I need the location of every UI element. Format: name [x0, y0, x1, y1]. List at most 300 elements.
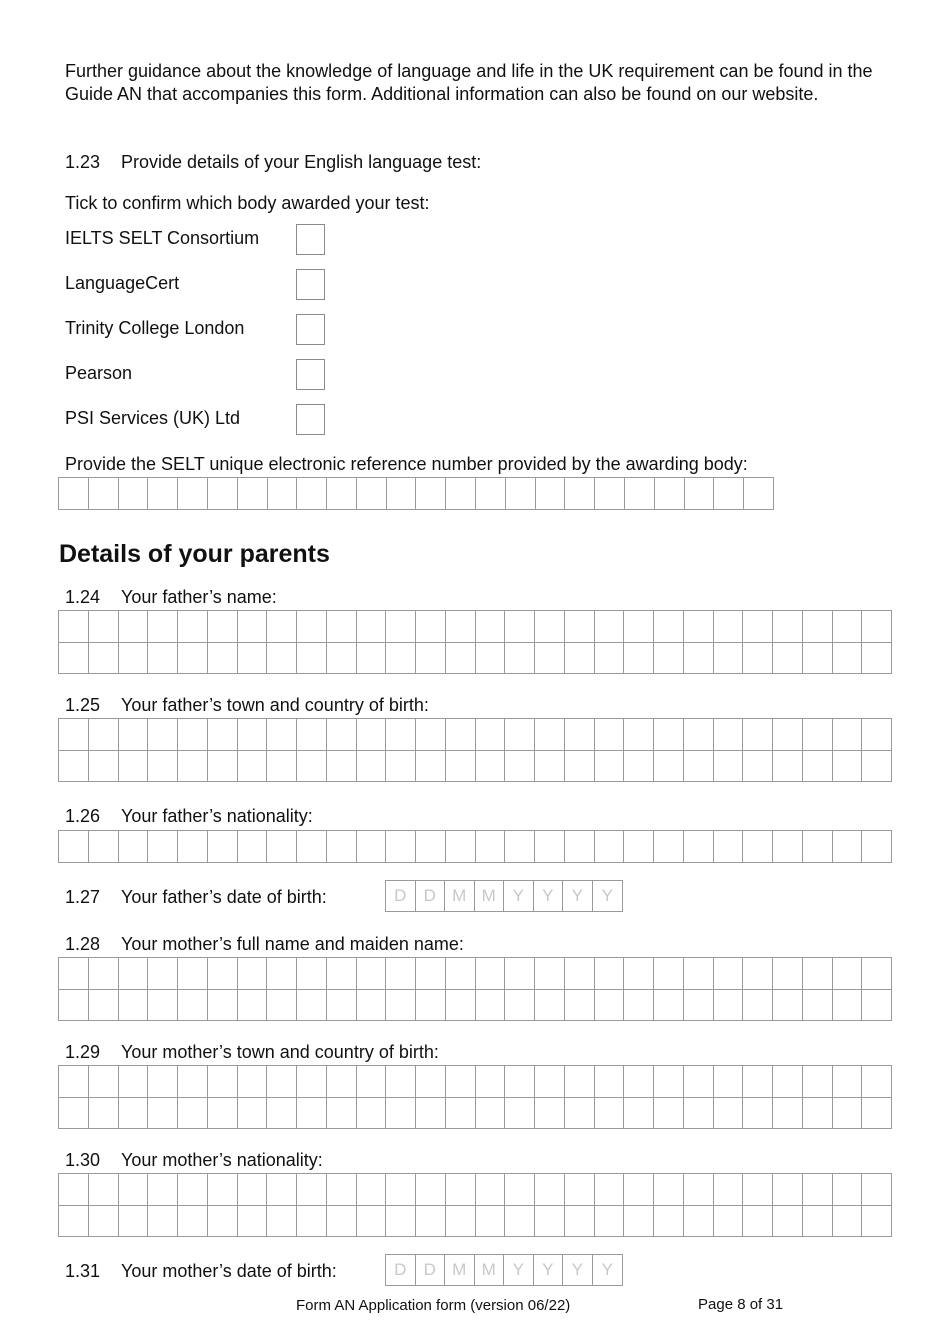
char-box[interactable]	[714, 1098, 744, 1130]
char-box[interactable]	[714, 831, 744, 863]
date-digit-box[interactable]: D	[386, 1255, 416, 1285]
char-box[interactable]	[446, 958, 476, 990]
char-box[interactable]	[833, 1174, 863, 1206]
char-box[interactable]	[148, 611, 178, 643]
char-box[interactable]	[208, 1066, 238, 1098]
char-box[interactable]	[386, 990, 416, 1022]
char-box[interactable]	[714, 1206, 744, 1238]
char-box[interactable]	[773, 1174, 803, 1206]
char-box[interactable]	[595, 1098, 625, 1130]
date-digit-box[interactable]: M	[445, 881, 475, 911]
char-box[interactable]	[178, 831, 208, 863]
char-box[interactable]	[446, 1174, 476, 1206]
char-box[interactable]	[178, 990, 208, 1022]
char-box[interactable]	[208, 1206, 238, 1238]
char-box[interactable]	[476, 1174, 506, 1206]
checkbox-psi[interactable]	[296, 404, 325, 435]
char-box[interactable]	[238, 1174, 268, 1206]
char-box[interactable]	[178, 1098, 208, 1130]
char-box[interactable]	[654, 751, 684, 783]
char-box[interactable]	[684, 958, 714, 990]
char-box[interactable]	[833, 990, 863, 1022]
char-box[interactable]	[476, 643, 506, 675]
char-box[interactable]	[119, 1066, 149, 1098]
char-box[interactable]	[535, 831, 565, 863]
char-box[interactable]	[505, 990, 535, 1022]
char-box[interactable]	[833, 751, 863, 783]
mother-dob-input[interactable]	[385, 1254, 623, 1286]
char-box[interactable]	[624, 1174, 654, 1206]
char-box[interactable]	[297, 958, 327, 990]
char-box[interactable]	[357, 643, 387, 675]
char-box[interactable]	[743, 611, 773, 643]
char-box[interactable]	[565, 958, 595, 990]
date-digit-box[interactable]: Y	[563, 1255, 593, 1285]
char-box[interactable]	[476, 1206, 506, 1238]
char-box[interactable]	[505, 1206, 535, 1238]
char-box[interactable]	[297, 719, 327, 751]
char-box[interactable]	[624, 1098, 654, 1130]
char-box[interactable]	[833, 958, 863, 990]
char-box[interactable]	[625, 478, 655, 510]
char-box[interactable]	[357, 831, 387, 863]
char-box[interactable]	[297, 751, 327, 783]
char-box[interactable]	[178, 1066, 208, 1098]
char-box[interactable]	[595, 1206, 625, 1238]
char-box[interactable]	[862, 990, 892, 1022]
char-box[interactable]	[238, 831, 268, 863]
char-box[interactable]	[208, 958, 238, 990]
char-box[interactable]	[446, 1206, 476, 1238]
char-box[interactable]	[416, 1066, 446, 1098]
char-box[interactable]	[565, 1206, 595, 1238]
char-box[interactable]	[327, 611, 357, 643]
char-box[interactable]	[416, 990, 446, 1022]
char-box[interactable]	[386, 751, 416, 783]
date-digit-box[interactable]: Y	[601, 886, 613, 905]
char-box[interactable]	[297, 478, 327, 510]
char-box[interactable]	[565, 1174, 595, 1206]
char-box[interactable]	[505, 831, 535, 863]
char-box[interactable]	[297, 990, 327, 1022]
char-box[interactable]	[685, 478, 715, 510]
mother-nationality-input[interactable]	[58, 1173, 892, 1237]
char-box[interactable]	[416, 1098, 446, 1130]
char-box[interactable]	[178, 611, 208, 643]
char-box[interactable]	[327, 643, 357, 675]
char-box[interactable]	[416, 1174, 446, 1206]
char-box[interactable]	[238, 719, 268, 751]
char-box[interactable]	[595, 751, 625, 783]
char-box[interactable]	[59, 643, 89, 675]
char-box[interactable]	[803, 611, 833, 643]
char-box[interactable]	[148, 1174, 178, 1206]
char-box[interactable]	[743, 1206, 773, 1238]
char-box[interactable]	[833, 643, 863, 675]
date-digit-box[interactable]: M	[445, 1255, 475, 1285]
char-box[interactable]	[357, 958, 387, 990]
char-box[interactable]	[416, 751, 446, 783]
char-box[interactable]	[743, 990, 773, 1022]
char-box[interactable]	[535, 990, 565, 1022]
char-box[interactable]	[654, 958, 684, 990]
char-box[interactable]	[595, 611, 625, 643]
char-box[interactable]	[267, 1174, 297, 1206]
char-box[interactable]	[773, 958, 803, 990]
char-box[interactable]	[89, 990, 119, 1022]
char-box[interactable]	[119, 478, 149, 510]
char-box[interactable]	[297, 1174, 327, 1206]
char-box[interactable]	[655, 478, 685, 510]
char-box[interactable]	[714, 958, 744, 990]
char-box[interactable]	[624, 611, 654, 643]
char-box[interactable]	[535, 751, 565, 783]
char-box[interactable]	[565, 611, 595, 643]
char-box[interactable]	[238, 990, 268, 1022]
char-box[interactable]	[119, 1206, 149, 1238]
char-box[interactable]	[654, 1098, 684, 1130]
char-box[interactable]	[803, 1206, 833, 1238]
char-box[interactable]	[595, 831, 625, 863]
char-box[interactable]	[267, 643, 297, 675]
date-digit-box[interactable]: Y	[504, 1255, 534, 1285]
char-box[interactable]	[238, 1098, 268, 1130]
char-box[interactable]	[416, 831, 446, 863]
char-box[interactable]	[535, 611, 565, 643]
char-box[interactable]	[862, 958, 892, 990]
char-box[interactable]	[267, 831, 297, 863]
char-box[interactable]	[357, 719, 387, 751]
char-box[interactable]	[327, 1174, 357, 1206]
char-box[interactable]	[386, 831, 416, 863]
char-box[interactable]	[565, 1098, 595, 1130]
date-digit-box[interactable]: Y	[534, 1255, 564, 1285]
char-box[interactable]	[536, 478, 566, 510]
char-box[interactable]	[803, 643, 833, 675]
char-box[interactable]	[297, 1098, 327, 1130]
date-digit-box[interactable]: D	[386, 881, 416, 911]
char-box[interactable]	[773, 1066, 803, 1098]
char-box[interactable]	[535, 719, 565, 751]
char-box[interactable]	[119, 990, 149, 1022]
char-box[interactable]	[327, 1098, 357, 1130]
char-box[interactable]	[535, 643, 565, 675]
char-box[interactable]	[89, 1206, 119, 1238]
father-dob-input[interactable]	[385, 880, 623, 912]
char-box[interactable]	[148, 643, 178, 675]
date-digit-box[interactable]: Y	[601, 1260, 613, 1279]
char-box[interactable]	[119, 611, 149, 643]
char-box[interactable]	[714, 643, 744, 675]
char-box[interactable]	[148, 719, 178, 751]
char-box[interactable]	[357, 611, 387, 643]
char-box[interactable]	[267, 611, 297, 643]
char-box[interactable]	[595, 958, 625, 990]
char-box[interactable]	[89, 611, 119, 643]
char-box[interactable]	[148, 751, 178, 783]
char-box[interactable]	[773, 990, 803, 1022]
char-box[interactable]	[386, 1206, 416, 1238]
char-box[interactable]	[505, 751, 535, 783]
father-nationality-input[interactable]	[58, 830, 892, 863]
char-box[interactable]	[178, 751, 208, 783]
char-box[interactable]	[773, 751, 803, 783]
char-box[interactable]	[148, 831, 178, 863]
checkbox-ielts[interactable]	[296, 224, 325, 255]
date-digit-box[interactable]: D	[416, 881, 446, 911]
char-box[interactable]	[476, 1066, 506, 1098]
char-box[interactable]	[743, 643, 773, 675]
char-box[interactable]	[446, 719, 476, 751]
char-box[interactable]	[714, 1066, 744, 1098]
char-box[interactable]	[743, 831, 773, 863]
char-box[interactable]	[595, 719, 625, 751]
char-box[interactable]	[327, 719, 357, 751]
char-box[interactable]	[833, 719, 863, 751]
char-box[interactable]	[119, 958, 149, 990]
char-box[interactable]	[386, 643, 416, 675]
date-digit-box[interactable]: Y	[534, 881, 564, 911]
char-box[interactable]	[624, 1066, 654, 1098]
char-box[interactable]	[208, 831, 238, 863]
char-box[interactable]	[714, 478, 744, 510]
char-box[interactable]	[446, 1066, 476, 1098]
char-box[interactable]	[327, 751, 357, 783]
char-box[interactable]	[59, 831, 89, 863]
char-box[interactable]	[59, 990, 89, 1022]
char-box[interactable]	[178, 478, 208, 510]
char-box[interactable]	[476, 478, 506, 510]
char-box[interactable]	[59, 1066, 89, 1098]
char-box[interactable]	[178, 958, 208, 990]
char-box[interactable]	[416, 478, 446, 510]
char-box[interactable]	[624, 719, 654, 751]
char-box[interactable]	[208, 1174, 238, 1206]
char-box[interactable]	[654, 831, 684, 863]
char-box[interactable]	[743, 1174, 773, 1206]
char-box[interactable]	[297, 1066, 327, 1098]
char-box[interactable]	[595, 1066, 625, 1098]
char-box[interactable]	[535, 1066, 565, 1098]
char-box[interactable]	[535, 1174, 565, 1206]
char-box[interactable]	[387, 478, 417, 510]
char-box[interactable]	[565, 831, 595, 863]
char-box[interactable]	[386, 1066, 416, 1098]
char-box[interactable]	[208, 751, 238, 783]
char-box[interactable]	[446, 990, 476, 1022]
char-box[interactable]	[446, 643, 476, 675]
char-box[interactable]	[416, 611, 446, 643]
char-box[interactable]	[476, 831, 506, 863]
char-box[interactable]	[684, 751, 714, 783]
char-box[interactable]	[119, 643, 149, 675]
char-box[interactable]	[327, 831, 357, 863]
char-box[interactable]	[357, 1098, 387, 1130]
char-box[interactable]	[357, 751, 387, 783]
char-box[interactable]	[624, 958, 654, 990]
char-box[interactable]	[327, 478, 357, 510]
char-box[interactable]	[267, 719, 297, 751]
char-box[interactable]	[119, 1098, 149, 1130]
char-box[interactable]	[89, 751, 119, 783]
char-box[interactable]	[773, 643, 803, 675]
char-box[interactable]	[89, 1098, 119, 1130]
char-box[interactable]	[624, 751, 654, 783]
char-box[interactable]	[476, 1098, 506, 1130]
char-box[interactable]	[238, 643, 268, 675]
char-box[interactable]	[446, 478, 476, 510]
char-box[interactable]	[119, 719, 149, 751]
char-box[interactable]	[238, 611, 268, 643]
char-box[interactable]	[595, 990, 625, 1022]
char-box[interactable]	[624, 1206, 654, 1238]
char-box[interactable]	[386, 958, 416, 990]
char-box[interactable]	[684, 1066, 714, 1098]
char-box[interactable]	[148, 990, 178, 1022]
char-box[interactable]	[267, 1066, 297, 1098]
char-box[interactable]	[505, 1066, 535, 1098]
char-box[interactable]	[773, 719, 803, 751]
char-box[interactable]	[297, 611, 327, 643]
char-box[interactable]	[238, 751, 268, 783]
char-box[interactable]	[773, 1206, 803, 1238]
mother-name-input[interactable]	[58, 957, 892, 1021]
char-box[interactable]	[624, 831, 654, 863]
char-box[interactable]	[684, 719, 714, 751]
char-box[interactable]	[862, 1066, 892, 1098]
char-box[interactable]	[773, 1098, 803, 1130]
char-box[interactable]	[59, 1098, 89, 1130]
char-box[interactable]	[416, 643, 446, 675]
char-box[interactable]	[684, 990, 714, 1022]
char-box[interactable]	[386, 1174, 416, 1206]
char-box[interactable]	[595, 643, 625, 675]
char-box[interactable]	[505, 719, 535, 751]
char-box[interactable]	[476, 990, 506, 1022]
char-box[interactable]	[148, 1066, 178, 1098]
char-box[interactable]	[505, 958, 535, 990]
char-box[interactable]	[59, 478, 89, 510]
char-box[interactable]	[59, 958, 89, 990]
char-box[interactable]	[327, 990, 357, 1022]
char-box[interactable]	[208, 990, 238, 1022]
checkbox-trinity[interactable]	[296, 314, 325, 345]
char-box[interactable]	[89, 643, 119, 675]
char-box[interactable]	[803, 958, 833, 990]
date-digit-box[interactable]: M	[475, 1255, 505, 1285]
mother-birthplace-input[interactable]	[58, 1065, 892, 1129]
char-box[interactable]	[743, 719, 773, 751]
checkbox-pearson[interactable]	[296, 359, 325, 390]
char-box[interactable]	[862, 643, 892, 675]
char-box[interactable]	[654, 1206, 684, 1238]
char-box[interactable]	[208, 643, 238, 675]
char-box[interactable]	[505, 643, 535, 675]
char-box[interactable]	[506, 478, 536, 510]
char-box[interactable]	[208, 1098, 238, 1130]
char-box[interactable]	[148, 958, 178, 990]
char-box[interactable]	[357, 478, 387, 510]
char-box[interactable]	[833, 1206, 863, 1238]
char-box[interactable]	[803, 1066, 833, 1098]
char-box[interactable]	[327, 1206, 357, 1238]
char-box[interactable]	[862, 1098, 892, 1130]
char-box[interactable]	[208, 611, 238, 643]
char-box[interactable]	[238, 1206, 268, 1238]
char-box[interactable]	[89, 1174, 119, 1206]
char-box[interactable]	[803, 1098, 833, 1130]
char-box[interactable]	[565, 719, 595, 751]
char-box[interactable]	[476, 751, 506, 783]
char-box[interactable]	[773, 611, 803, 643]
char-box[interactable]	[654, 990, 684, 1022]
char-box[interactable]	[565, 751, 595, 783]
char-box[interactable]	[684, 1206, 714, 1238]
char-box[interactable]	[862, 611, 892, 643]
char-box[interactable]	[535, 1098, 565, 1130]
char-box[interactable]	[416, 1206, 446, 1238]
char-box[interactable]	[267, 751, 297, 783]
char-box[interactable]	[535, 1206, 565, 1238]
char-box[interactable]	[803, 751, 833, 783]
char-box[interactable]	[178, 643, 208, 675]
char-box[interactable]	[297, 1206, 327, 1238]
char-box[interactable]	[803, 831, 833, 863]
char-box[interactable]	[505, 611, 535, 643]
char-box[interactable]	[565, 990, 595, 1022]
char-box[interactable]	[803, 719, 833, 751]
selt-reference-input[interactable]	[58, 477, 774, 510]
char-box[interactable]	[476, 719, 506, 751]
char-box[interactable]	[684, 611, 714, 643]
char-box[interactable]	[624, 643, 654, 675]
char-box[interactable]	[59, 751, 89, 783]
char-box[interactable]	[357, 1206, 387, 1238]
char-box[interactable]	[743, 751, 773, 783]
date-digit-box[interactable]: Y	[504, 881, 534, 911]
char-box[interactable]	[89, 831, 119, 863]
father-birthplace-input[interactable]	[58, 718, 892, 782]
char-box[interactable]	[862, 719, 892, 751]
char-box[interactable]	[386, 719, 416, 751]
char-box[interactable]	[654, 643, 684, 675]
char-box[interactable]	[59, 1174, 89, 1206]
char-box[interactable]	[565, 643, 595, 675]
char-box[interactable]	[654, 1174, 684, 1206]
char-box[interactable]	[862, 1174, 892, 1206]
char-box[interactable]	[297, 643, 327, 675]
char-box[interactable]	[327, 958, 357, 990]
char-box[interactable]	[238, 478, 268, 510]
char-box[interactable]	[357, 1174, 387, 1206]
char-box[interactable]	[148, 478, 178, 510]
char-box[interactable]	[505, 1174, 535, 1206]
char-box[interactable]	[446, 611, 476, 643]
date-digit-box[interactable]: M	[475, 881, 505, 911]
char-box[interactable]	[416, 958, 446, 990]
char-box[interactable]	[833, 1066, 863, 1098]
char-box[interactable]	[89, 719, 119, 751]
char-box[interactable]	[208, 478, 238, 510]
char-box[interactable]	[803, 1174, 833, 1206]
char-box[interactable]	[595, 1174, 625, 1206]
char-box[interactable]	[59, 719, 89, 751]
char-box[interactable]	[59, 611, 89, 643]
char-box[interactable]	[654, 611, 684, 643]
char-box[interactable]	[833, 611, 863, 643]
char-box[interactable]	[565, 478, 595, 510]
char-box[interactable]	[327, 1066, 357, 1098]
